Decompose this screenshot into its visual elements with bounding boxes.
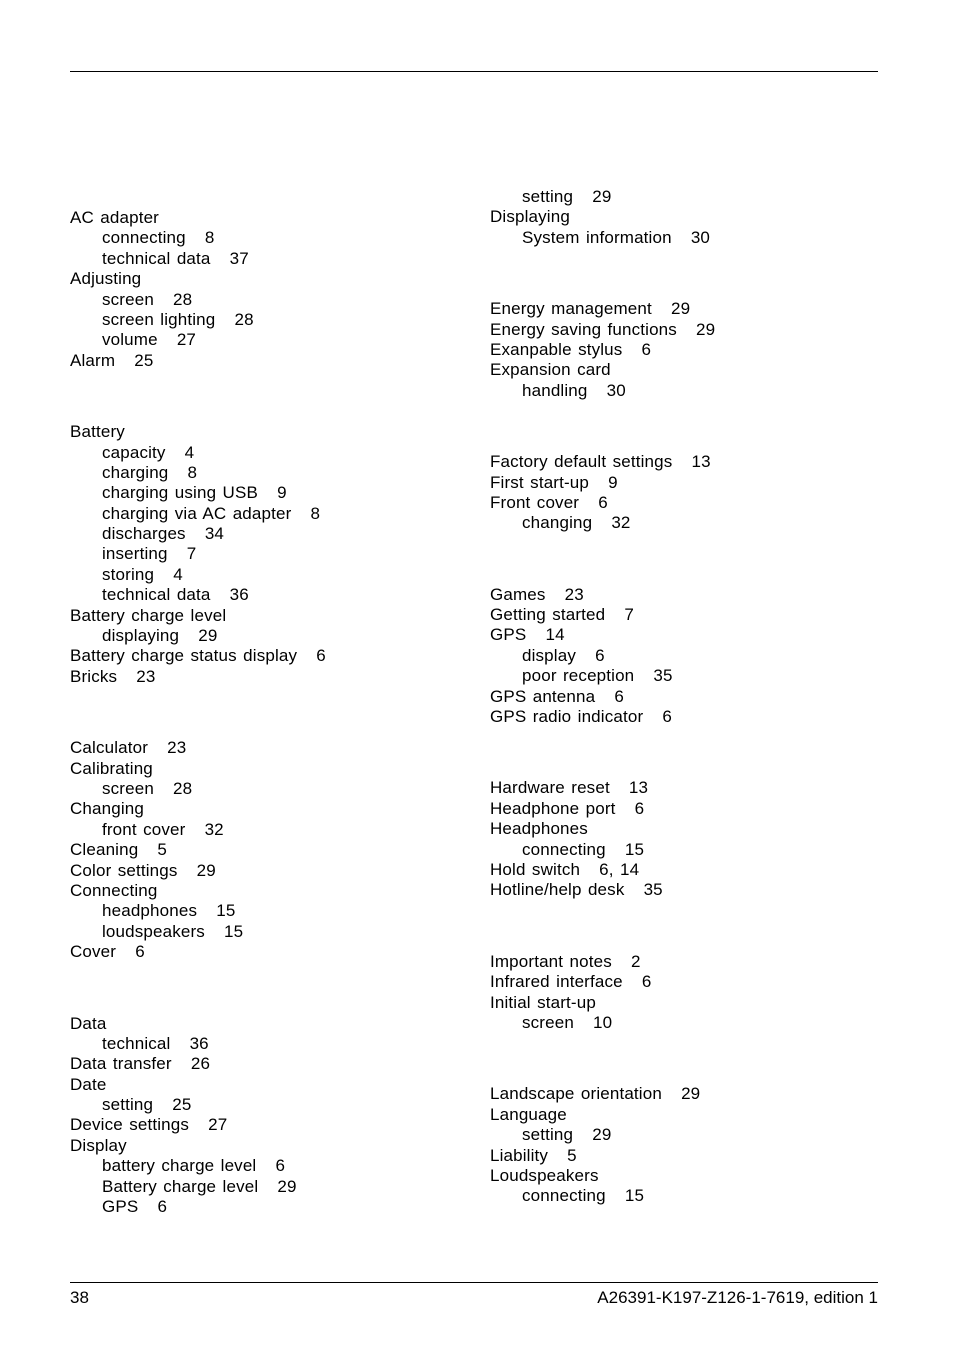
index-entry: Headphone port 6 xyxy=(490,798,645,818)
index-entry: Hotline/help desk 35 xyxy=(490,880,663,900)
index-subentry: System information 30 xyxy=(522,227,711,247)
index-entry: Hold switch 6, 14 xyxy=(490,859,640,879)
index-entry: Headphones xyxy=(490,819,588,839)
index-entry: Hardware reset 13 xyxy=(490,778,649,798)
index-entry: Color settings 29 xyxy=(70,860,216,880)
index-entry: Calibrating xyxy=(70,758,153,778)
index-entry: Initial start-up xyxy=(490,992,596,1012)
index-entry: Battery xyxy=(70,422,125,442)
index-subentry: technical data 36 xyxy=(102,585,249,605)
index-entry: Games 23 xyxy=(490,584,584,604)
section-gap xyxy=(490,901,890,952)
index-entry: AC adapter xyxy=(70,208,159,227)
index-subentry: technical data 37 xyxy=(102,248,249,268)
index-subentry: technical 36 xyxy=(102,1033,209,1053)
index-entry: Displaying xyxy=(490,207,570,227)
index-subentry: screen 10 xyxy=(522,1012,613,1032)
index-subentry: capacity 4 xyxy=(102,442,195,462)
index-entry: Front cover 6 xyxy=(490,492,608,512)
index-subentry: loudspeakers 15 xyxy=(102,921,244,941)
index-entry: Date xyxy=(70,1074,107,1094)
index-entry: Display xyxy=(70,1135,127,1155)
index-subentry: charging 8 xyxy=(102,462,198,482)
document-id: A26391-K197-Z126-1-7619, edition 1 xyxy=(597,1288,878,1307)
index-entry: Language xyxy=(490,1104,567,1124)
footer-rule xyxy=(70,1282,878,1283)
index-subentry: battery charge level 6 xyxy=(102,1156,286,1176)
index-subentry: changing 32 xyxy=(522,513,631,533)
index-entry: Infrared interface 6 xyxy=(490,972,652,992)
index-entry: Device settings 27 xyxy=(70,1115,228,1135)
page-number: 38 xyxy=(70,1288,89,1307)
index-entry: Data transfer 26 xyxy=(70,1054,211,1074)
index-subentry: setting 29 xyxy=(522,1125,612,1145)
index-entry: Energy management 29 xyxy=(490,299,691,319)
index-subentry: screen lighting 28 xyxy=(102,309,254,329)
section-gap xyxy=(70,963,470,1014)
index-entry: GPS 14 xyxy=(490,625,565,645)
section-gap xyxy=(70,371,470,422)
index-entry: Cover 6 xyxy=(70,942,145,962)
index-subentry: headphones 15 xyxy=(102,901,236,921)
index-subentry: connecting 15 xyxy=(522,839,645,859)
index-entry: Getting started 7 xyxy=(490,605,634,625)
index-column-right xyxy=(490,187,890,1207)
index-subentry: displaying 29 xyxy=(102,626,218,646)
index-entry: Adjusting xyxy=(70,269,142,289)
index-entry: Expansion card xyxy=(490,360,611,380)
index-subentry: charging via AC adapter 8 xyxy=(102,503,321,523)
index-entry: Cleaning 5 xyxy=(70,840,168,860)
index-entry: Energy saving functions 29 xyxy=(490,319,716,339)
index-entry: Factory default settings 13 xyxy=(490,452,711,472)
index-entry: Calculator 23 xyxy=(70,738,187,758)
index-subentry: inserting 7 xyxy=(102,544,197,564)
index-entry: Data xyxy=(70,1013,107,1033)
index-entry: Liability 5 xyxy=(490,1145,577,1165)
section-gap xyxy=(490,727,890,778)
index-subentry: screen 28 xyxy=(102,289,193,309)
section-gap xyxy=(490,401,890,452)
header-rule xyxy=(70,71,878,72)
index-subentry: discharges 34 xyxy=(102,524,225,544)
section-gap xyxy=(490,248,890,299)
index-entry: Connecting xyxy=(70,880,158,900)
index-subentry: poor reception 35 xyxy=(522,666,673,686)
index-entry: Battery charge level xyxy=(70,605,227,625)
index-subentry: GPS 6 xyxy=(102,1197,168,1217)
index-entry: Battery charge status display 6 xyxy=(70,646,326,666)
index-subentry: charging using USB 9 xyxy=(102,483,287,503)
index-subentry: handling 30 xyxy=(522,380,626,400)
index-entry: GPS radio indicator 6 xyxy=(490,707,672,727)
index-entry: Alarm 25 xyxy=(70,350,154,370)
index-subentry: display 6 xyxy=(522,645,605,665)
index-entry: Important notes 2 xyxy=(490,951,641,971)
index-subentry: setting 25 xyxy=(102,1095,192,1115)
index-subentry: storing 4 xyxy=(102,564,183,584)
index-subentry: connecting 8 xyxy=(102,228,215,248)
section-gap xyxy=(490,534,890,585)
section-gap xyxy=(490,1033,890,1084)
index-subentry: volume 27 xyxy=(102,330,197,350)
index-entry: Loudspeakers xyxy=(490,1165,599,1185)
index-subentry: setting 29 xyxy=(522,187,612,206)
index-subentry: screen 28 xyxy=(102,778,193,798)
index-subentry: Battery charge level 29 xyxy=(102,1176,297,1196)
index-entry: Exanpable stylus 6 xyxy=(490,339,652,359)
index-entry: Bricks 23 xyxy=(70,666,156,686)
index-subentry: front cover 32 xyxy=(102,819,224,839)
index-entry: GPS antenna 6 xyxy=(490,686,624,706)
index-subentry: connecting 15 xyxy=(522,1186,645,1206)
index-entry: Changing xyxy=(70,799,144,819)
index-column-left xyxy=(70,208,470,1217)
section-gap xyxy=(70,687,470,738)
index-entry: First start-up 9 xyxy=(490,472,618,492)
index-entry: Landscape orientation 29 xyxy=(490,1084,701,1104)
